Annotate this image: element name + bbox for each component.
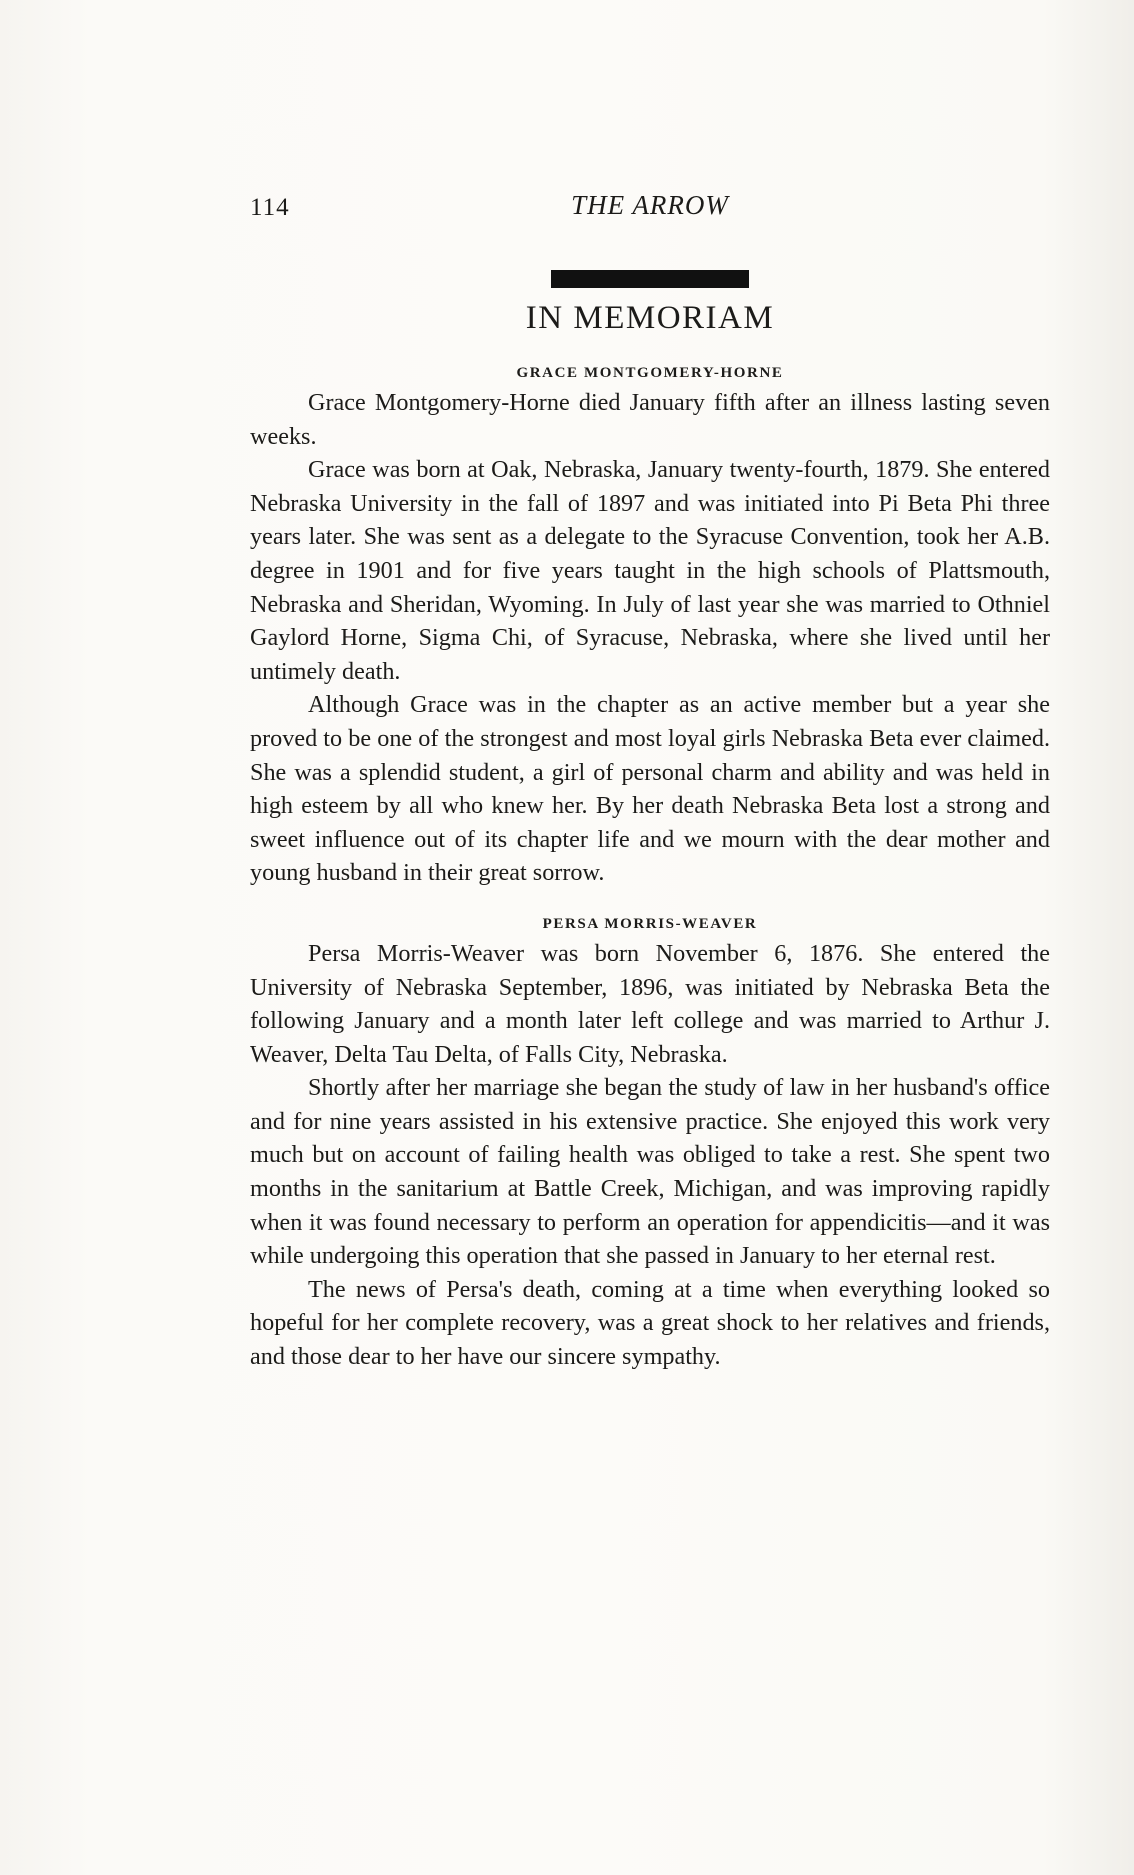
- decorative-rule: [551, 270, 749, 288]
- paragraph: The news of Persa's death, coming at a time when everything looked so hopeful for her complete recovery, was a great shock to her relatives and friends, and those dear to her have our sincere sympathy.: [250, 1275, 1050, 1371]
- paragraph: Persa Morris-Weaver was born November 6, 1876. She entered the University of Nebraska September, 1896, was initiated by Nebraska Beta the following January and a month later left college and was married to Arthur J. Weaver, Delta Tau Delta, of Falls City, Nebraska.: [250, 939, 1050, 1068]
- page-title: IN MEMORIAM: [525, 300, 775, 336]
- paragraph: Grace was born at Oak, Nebraska, January twenty-fourth, 1879. She entered Nebraska University in the fall of 1897 and was initiated into Pi Beta Phi three years later. She was sent as a delegate to the Syracuse Convention, took her A.B. degree in 1901 and for five years taught in the high schools of Plattsmouth, Nebraska and Sheridan, Wyoming. In July of last year she was married to Othniel Gaylord Horne, Sigma Chi, of Syracuse, Nebraska, where she lived until her untimely death.: [250, 456, 1050, 685]
- running-head: THE ARROW: [571, 190, 729, 220]
- memorial-grace-montgomery-horne: [250, 365, 1050, 890]
- paragraph: Although Grace was in the chapter as an active member but a year she proved to be one of the strongest and most loyal girls Nebraska Beta ever claimed. She was a splendid student, a girl of personal charm and ability and was held in high esteem by all who knew her. By her death Nebraska Beta lost a strong and sweet influence out of its chapter life and we mourn with the dear mother and young husband in their great sorrow.: [250, 691, 1050, 887]
- page-header: [250, 186, 1050, 230]
- section-spacer: [250, 890, 1050, 916]
- section-heading: GRACE MONTGOMERY-HORNE: [516, 365, 784, 381]
- section-heading: PERSA MORRIS-WEAVER: [542, 915, 758, 932]
- memorial-persa-morris-weaver: [250, 916, 1050, 1374]
- page-number: 114: [250, 194, 290, 221]
- paragraph: Grace Montgomery-Horne died January fifth after an illness lasting seven weeks.: [250, 389, 1050, 450]
- page-content: [250, 186, 1050, 1374]
- paragraph: Shortly after her marriage she began the study of law in her husband's office and for nine years assisted in his extensive practice. She enjoyed this work very much but on account of failing health was obliged to take a rest. She spent two months in the sanitarium at Battle Creek, Michigan, and was improving rapidly when it was found necessary to perform an operation for appendicitis—and it was while undergoing this operation that she passed in January to her eternal rest.: [250, 1074, 1050, 1270]
